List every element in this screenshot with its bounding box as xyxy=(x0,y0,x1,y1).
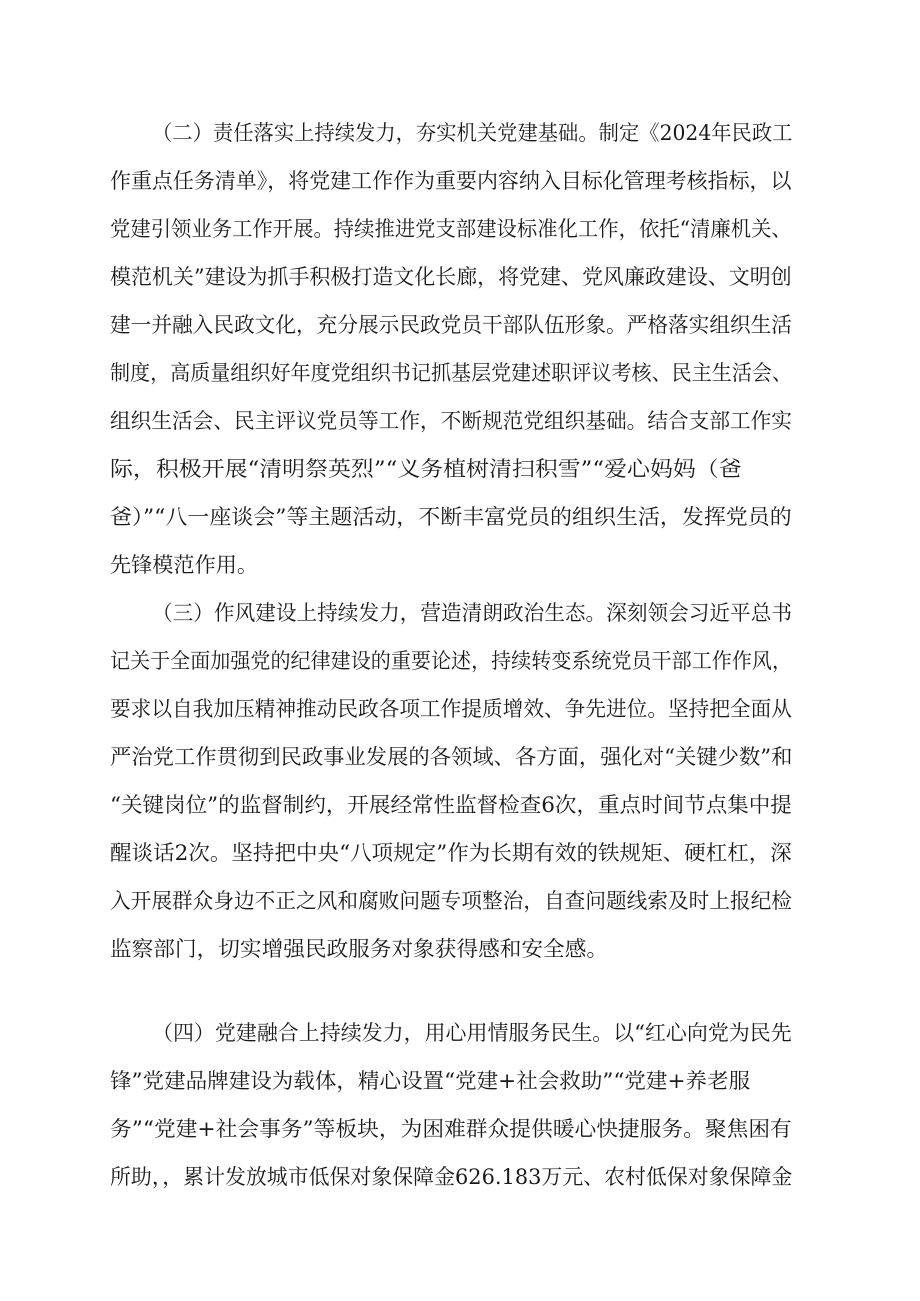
text-line: 际，积极开展“清明祭英烈”“义务植树清扫积雪”“爱心妈妈（爸 xyxy=(110,457,742,481)
text-line: 作重点任务清单》，将党建工作作为重要内容纳入目标化管理考核指标，以 xyxy=(110,169,792,193)
text-line: 制度，高质量组织好年度党组织书记抓基层党建述职评议考核、民主生活会、 xyxy=(110,361,793,385)
text-line: 模范机关”建设为抓手积极打造文化长廊，将党建、党风廉政建设、文明创 xyxy=(110,265,792,289)
text-line: 先锋模范作用。 xyxy=(110,553,258,577)
text-line: 入开展群众身边不正之风和腐败问题专项整治，自查问题线索及时上报纪检 xyxy=(110,889,792,913)
text-line: 醒谈话2次。坚持把中央“八项规定”作为长期有效的铁规矩、硬杠杠，深 xyxy=(110,841,792,865)
text-line: 锋”党建品牌建设为载体，精心设置“党建+社会救助”“党建+养老服 xyxy=(110,1069,751,1093)
text-line: 建一并融入民政文化，充分展示民政党员干部队伍形象。严格落实组织生活 xyxy=(110,313,792,337)
text-line: （二）责任落实上持续发力，夯实机关党建基础。制定《2024年民政工 xyxy=(152,121,793,145)
text-line: 党建引领业务工作开展。持续推进党支部建设标准化工作，依托“清廉机关、 xyxy=(110,217,792,241)
text-line: 务”“党建+社会事务”等板块，为困难群众提供暖心快捷服务。聚焦困有 xyxy=(110,1117,792,1141)
text-line: 爸）”“八一座谈会”等主题活动，不断丰富党员的组织生活，发挥党员的 xyxy=(110,505,792,529)
text-line: （三）作风建设上持续发力，营造清朗政治生态。深刻领会习近平总书 xyxy=(152,601,792,625)
text-line: 严治党工作贯彻到民政事业发展的各领域、各方面，强化对“关键少数”和 xyxy=(110,745,793,769)
text-line: “关键岗位”的监督制约，开展经常性监督检查6次，重点时间节点集中提 xyxy=(110,793,792,817)
text-line: （四）党建融合上持续发力，用心用情服务民生。以“红心向党为民先 xyxy=(152,1021,792,1045)
text-line: 要求以自我加压精神推动民政各项工作提质增效、争先进位。坚持把全面从 xyxy=(110,697,792,721)
text-line: 记关于全面加强党的纪律建设的重要论述，持续转变系统党员干部工作作风， xyxy=(110,649,793,673)
text-line: 监察部门，切实增强民政服务对象获得感和安全感。 xyxy=(110,937,609,961)
text-line: 所助，，累计发放城市低保对象保障金626.183万元、农村低保对象保障金 xyxy=(110,1165,793,1189)
text-line: 组织生活会、民主评议党员等工作，不断规范党组织基础。结合支部工作实 xyxy=(110,409,792,433)
